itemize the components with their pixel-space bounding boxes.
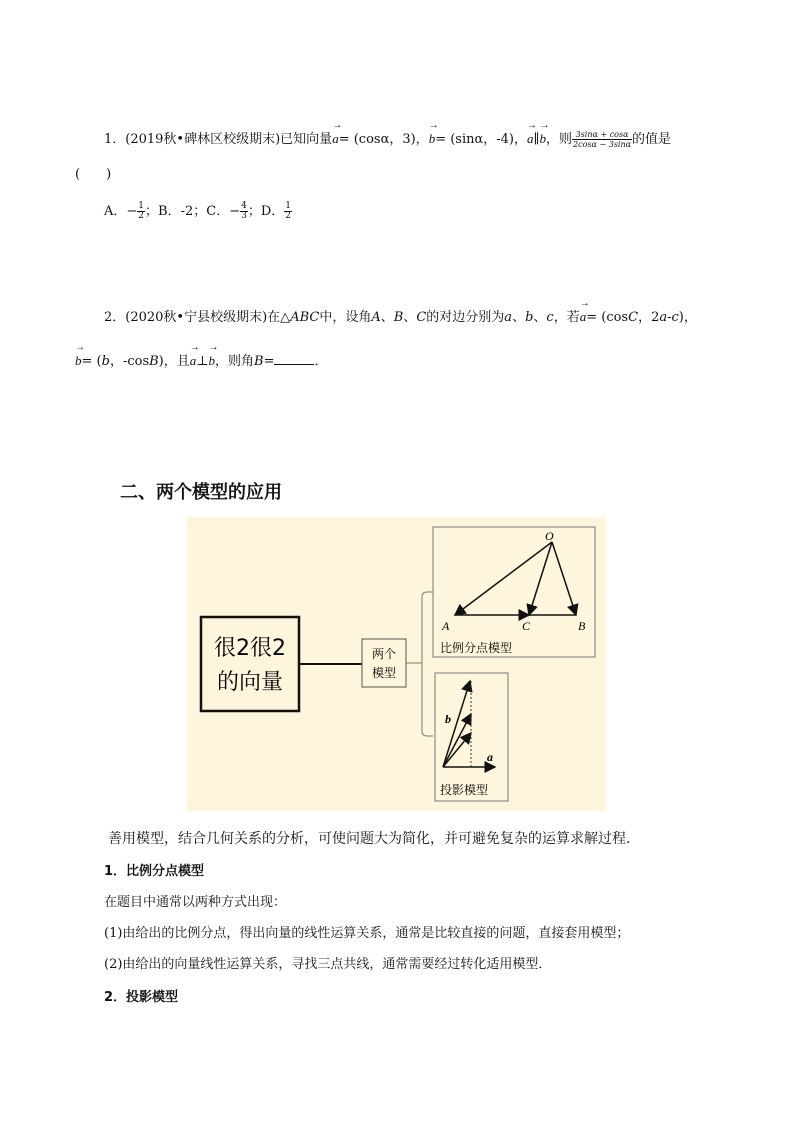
text: )，且 [158,354,190,369]
ask-b: B [254,354,264,369]
fraction-numerator: 3sinα + cosα [572,130,632,140]
label-c: C [522,619,531,633]
problem-2-line-2 [75,350,327,369]
var-b-upper: B [149,354,159,369]
mid-box-line-1: 两个 [371,647,397,661]
options-line [104,200,292,221]
option-c-num: 4 [241,201,247,211]
var-c-lower: c [671,310,679,325]
main-box-line-2: 的向量 [216,670,284,695]
option-a-fraction [137,202,145,221]
text: ，若 [553,310,580,325]
label-a: A [442,619,450,633]
paragraph-2: (1)由给出的比例分点，得出向量的线性运算关系，通常是比较直接的问题，直接套用模型； [104,926,630,941]
var-a: a [659,310,668,325]
vector-b-value: = (sinα，-4)， [435,132,528,147]
bracket-text: ( ) [75,167,112,182]
triangle-abc: ABC [290,310,320,325]
text: = ( [81,354,102,369]
problem-2-line-1 [104,306,697,325]
text: )， [678,310,697,325]
vector-a-value: = (cosα，3)， [338,132,429,147]
subheading-ratio-model: 1．比例分点模型 [104,864,205,879]
side-c: c [546,310,554,325]
paragraph-1: 在题目中通常以两种方式出现： [104,895,287,910]
vector-ob [552,542,576,615]
perp-b: → b [208,353,215,369]
perp-symbol: ⊥ [196,354,209,369]
subheading-projection-model: 2．投影模型 [104,990,179,1005]
main-box [201,617,299,711]
option-a-num: 1 [138,201,145,211]
question-tail: 的值是 [632,132,672,147]
mid-box-line-2: 模型 [371,666,397,680]
text: = [263,354,275,369]
vector-b-3 [443,733,471,767]
option-c-den: 3 [241,211,247,221]
problem-number: 2． [104,310,126,325]
text: 中，设角 [319,310,372,325]
var-c: C [628,310,639,325]
option-d-num: 1 [285,201,292,211]
problem-source: (2020秋•宁县校级期末)在△ [125,310,291,325]
option-c-sign: − [229,204,241,219]
vector-a: → a [332,131,339,147]
angle-a: A [371,310,381,325]
answer-bracket [75,163,111,182]
sep: 、 [512,310,526,325]
paragraph-3: (2)由给出的向量线性运算关系，寻找三点共线，通常需要经过转化适用模型． [104,957,552,972]
expression-fraction [572,130,632,149]
option-d-text: ；D． [247,204,285,219]
models-figure [187,517,606,811]
sep: 、 [403,310,417,325]
text: ，2 [638,310,660,325]
bracket [406,592,433,736]
text: ，则角 [214,354,254,369]
text: 的对边分别为 [426,310,505,325]
side-b: b [525,310,534,325]
label-b: B [578,619,586,633]
answer-blank[interactable] [274,352,314,365]
label-b-vector: b [445,712,451,726]
problem-1-line-1 [104,128,671,149]
text: ． [314,354,328,369]
then-text: ，则 [546,132,573,147]
intro-paragraph: 善用模型，结合几何关系的分析，可使问题大为简化，并可避免复杂的运算求解过程． [108,831,640,847]
sep: 、 [380,310,394,325]
ratio-model-box [433,527,595,657]
sep: 、 [533,310,547,325]
text: = (cos [586,310,629,325]
text: - [667,310,672,325]
var-b: b [101,354,110,369]
parallel-a: → a [527,131,534,147]
perp-a: → a [190,353,197,369]
angle-b: B [393,310,404,325]
option-d-fraction [284,202,292,221]
option-a-label: A． [104,204,127,219]
vector-oa [455,542,552,615]
problem-number: 1． [104,132,126,147]
text: ，-cos [109,354,150,369]
section-heading: 二、两个模型的应用 [120,482,282,503]
parallel-symbol: ∥ [533,132,540,147]
ratio-model-caption: 比例分点模型 [440,641,513,655]
option-c-fraction [240,202,248,221]
vector-b: → b [429,131,436,147]
option-b-text: ；B．-2；C． [145,204,230,219]
option-d-den: 2 [285,211,292,221]
label-a-vector: a [487,750,493,764]
label-o: O [545,529,554,543]
angle-c: C [416,310,427,325]
vector-a: → a [580,309,587,325]
main-box-line-1: 很2很2 [214,636,286,661]
parallel-b: → b [540,131,547,147]
projection-model-caption: 投影模型 [440,783,489,797]
option-a-den: 2 [138,211,145,221]
problem-source: (2019秋•碑林区校级期末)已知向量 [125,132,333,147]
vector-oc [529,542,552,615]
vector-b: → b [75,353,82,369]
option-a-sign: − [126,204,138,219]
models-diagram [187,517,606,811]
side-a: a [504,310,513,325]
fraction-denominator: 2cosα − 3sinα [573,140,632,149]
